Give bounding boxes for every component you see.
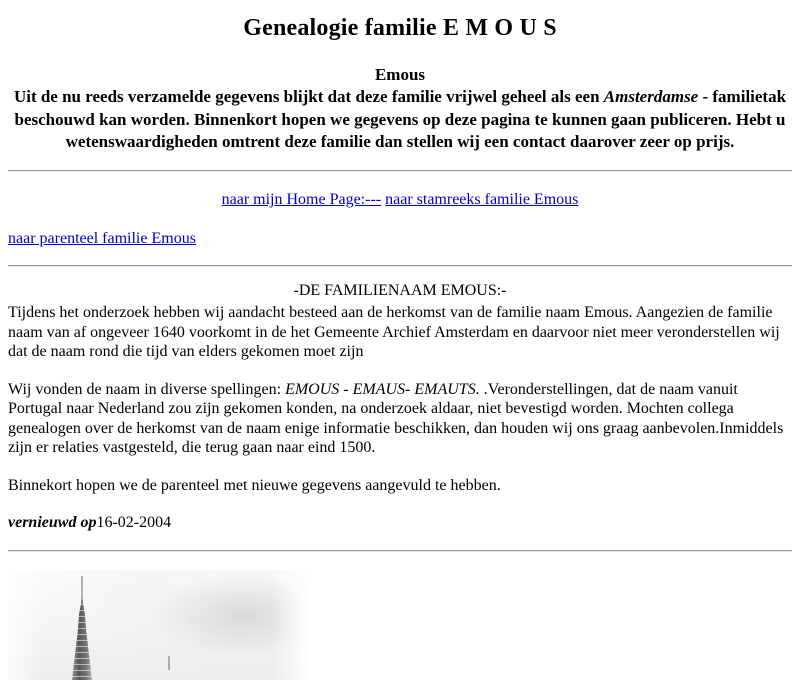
- nav-links-row-secondary: [8, 230, 792, 249]
- intro-text-before: Uit de nu reeds verzamelde gegevens blijkt dat deze familie vrijwel geheel als een: [13, 87, 604, 107]
- section-heading-familienaam: -DE FAMILIENAAM EMOUS:-: [293, 282, 507, 300]
- divider-rule-middle: [8, 265, 792, 267]
- paragraph-2-before: Wij vonden de naam in diverse spellingen:: [8, 380, 286, 398]
- church-spire-photo: [8, 570, 308, 680]
- paragraph-2-after: .Veronderstellingen, dat de naam vanuit Portugal naar Nederland zou zijn gekomen konden, na onderzoek aldaar, niet bevestigd worden. Mochten collega genealogen over de herkomst van de naam enige informatie beschikken, dan houden wij ons graag aanbevolen.Inmiddels zijn er relaties vastgesteld, die terug gaan naar eind 1500.: [8, 380, 784, 457]
- page-title: Genealogie familie E M O U S: [243, 15, 557, 41]
- link-home-page[interactable]: naar mijn Home Page:---: [221, 190, 382, 208]
- section-paragraph-3: Binnekort hopen we de parenteel met nieuwe gegevens aangevuld te hebben.: [8, 476, 501, 494]
- last-updated-line: [8, 514, 792, 533]
- name-spellings-variants: EMOUS - EMAUS- EMAUTS.: [285, 380, 480, 398]
- divider-rule-bottom: [8, 550, 792, 552]
- intro-family-name: Emous: [374, 65, 426, 85]
- section-paragraph-1: Tijdens het onderzoek hebben wij aandacht besteed aan de herkomst van de familie naam Emous. Aangezien de familie naam van af ongeveer 1640 voorkomt in de het Gemeente Archief Amsterdam en daarvoor niet meer veronderstellen wij dat de naam rond die tijd van elders gekomen moet zijn: [8, 304, 780, 361]
- photo-edge-fade: [8, 570, 308, 680]
- link-stamreeks-familie-emous[interactable]: naar stamreeks familie Emous: [385, 190, 579, 208]
- last-updated-label: vernieuwd op: [8, 514, 97, 532]
- intro-text-after: - familietak beschouwd kan worden. Binnenkort hopen we gegevens op deze pagina te kunnen gaan publiceren. Hebt u wetenswaardigheden omtrent deze familie dan stellen wij een contact daarover zeer op prijs.: [14, 87, 787, 151]
- intro-accent-amsterdamse: Amsterdamse: [603, 87, 699, 107]
- photo-wrapper: [8, 570, 792, 680]
- divider-rule-top: [8, 170, 792, 172]
- intro-block: [8, 64, 792, 152]
- nav-links-row: [8, 191, 792, 210]
- last-updated-date: 16-02-2004: [96, 514, 172, 532]
- section-paragraph-2: [8, 380, 792, 458]
- link-parenteel-familie-emous[interactable]: naar parenteel familie Emous: [8, 229, 196, 247]
